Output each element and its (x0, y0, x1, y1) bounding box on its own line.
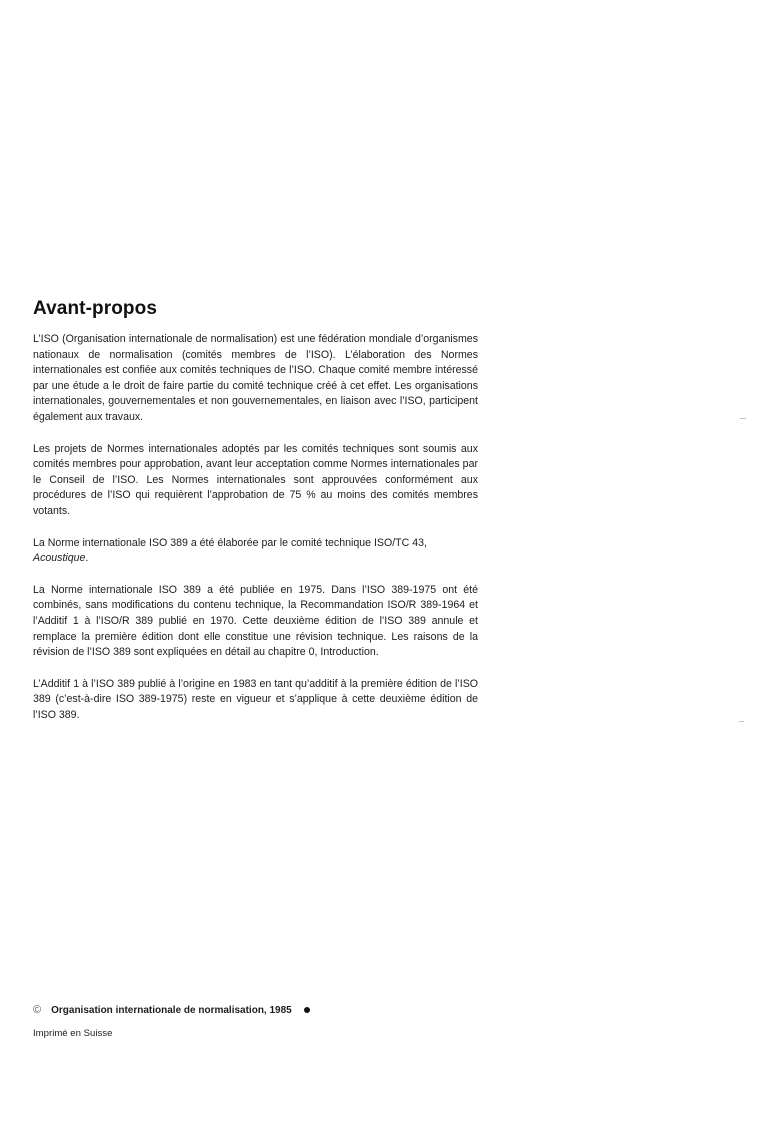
scan-artifact-mark (740, 418, 746, 419)
copyright-text: Organisation internationale de normalisation, 1985 (51, 1004, 292, 1016)
prepared-by-suffix: . (85, 552, 89, 565)
committee-name: Acoustique (33, 552, 86, 565)
bullet-icon (304, 1007, 310, 1013)
paragraph-addendum: L’Additif 1 à l’ISO 389 publié à l’origine en 1983 en tant qu’additif à la première édition de l’ISO 389 (c’est-à-dire ISO 389-1975) reste en vigueur et s’applique à cette deuxième édition de l’ISO 389. (33, 677, 478, 721)
page-footer (33, 1004, 310, 1039)
paragraph-publication-history: La Norme internationale ISO 389 a été publiée en 1975. Dans l’ISO 389-1975 ont été combinés, sans modifications du contenu technique, la Recommandation ISO/R 389-1964 et l’Additif 1 à l’ISO/R 389 publié en 1970. Cette deuxième édition de l’ISO 389 annule et remplace la première édition dont elle constitue une révision technique. Les raisons de la révision de l’ISO 389 sont expliquées en détail au chapitre 0, Introduction. (33, 583, 478, 659)
paragraph-prepared-by (33, 536, 478, 567)
prepared-by-text: La Norme internationale ISO 389 a été élaborée par le comité technique ISO/TC 43, (33, 536, 427, 549)
foreword-body (33, 332, 478, 739)
copyright-line (33, 1004, 310, 1016)
copyright-icon: © (33, 1004, 42, 1016)
scan-artifact-mark (739, 721, 744, 722)
printed-in: Imprimé en Suisse (33, 1028, 113, 1039)
page-title: Avant-propos (33, 298, 157, 319)
paragraph-iso-federation: L’ISO (Organisation internationale de normalisation) est une fédération mondiale d’organismes nationaux de normalisation (comités membres de l’ISO). L’élaboration des Normes internationales est confiée aux comités techniques de l’ISO. Chaque comité membre intéressé par une étude a le droit de faire partie du comité technique créé à cet effet. Les organisations internationales, gouvernementales et non gouvernementales, en liaison avec l’ISO, participent également aux travaux. (33, 333, 478, 423)
paragraph-draft-standards: Les projets de Normes internationales adoptés par les comités techniques sont soumis aux comités membres pour approbation, avant leur acceptation comme Normes internationales par le Conseil de l’ISO. Les Normes internationales sont approuvées conformément aux procédures de l’ISO qui requièrent l’approbation de 75 % au moins des comités membres votants. (33, 442, 478, 517)
